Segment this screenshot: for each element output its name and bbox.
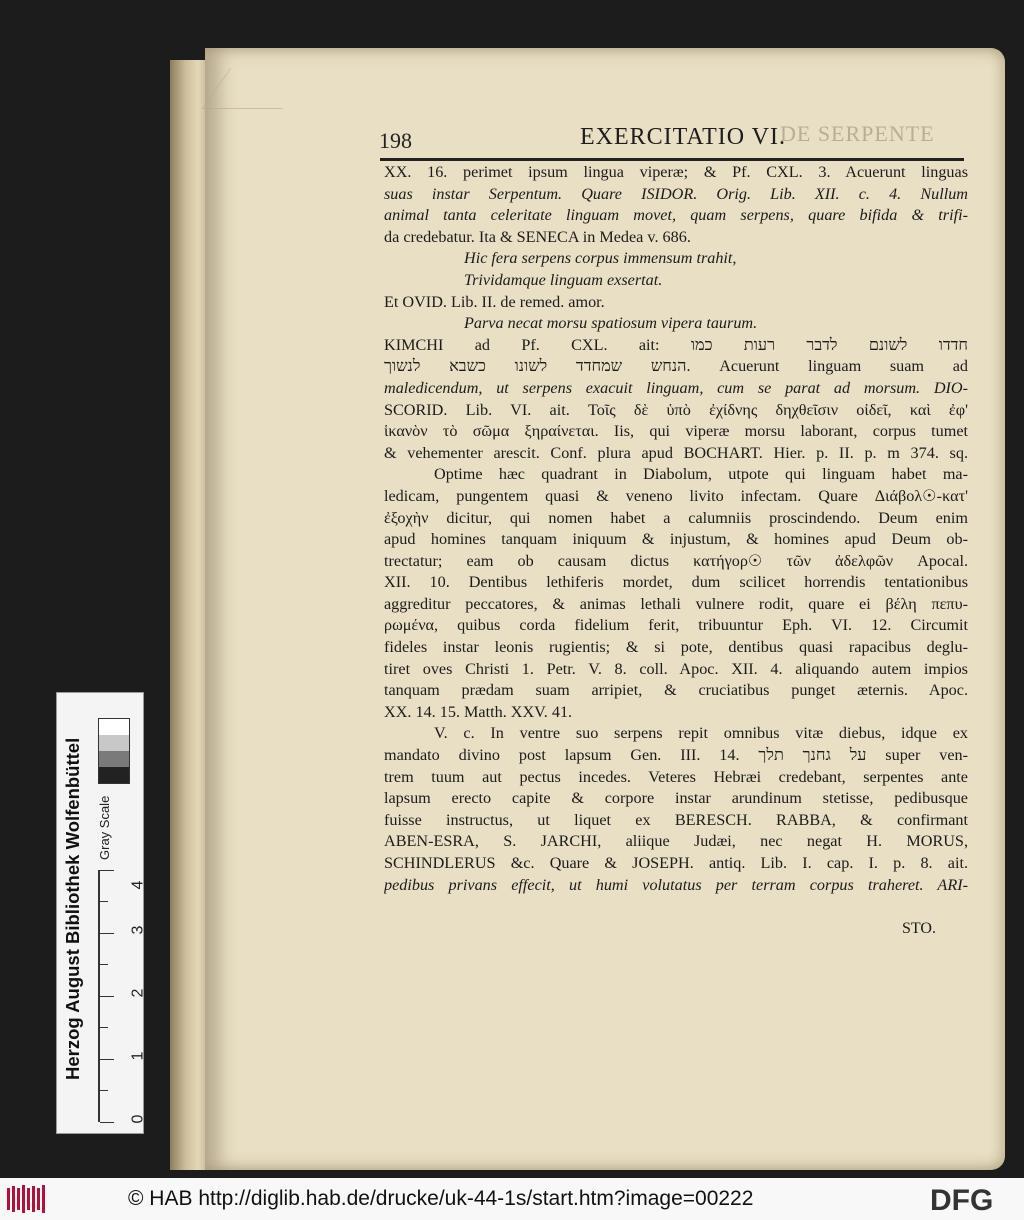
ruler-number: 0	[129, 1114, 147, 1124]
ruler-tick	[100, 964, 108, 965]
text-line: הנחש שמחדד לשונו כשבא לנשוך. Acuerunt linguam suam ad	[384, 357, 968, 376]
gray-scale-label: Gray Scale	[97, 795, 112, 860]
text-line: animal tanta celeritate linguam movet, quam serpens, quare bifida & trifi-	[384, 206, 968, 225]
running-title: EXERCITATIO VI.	[580, 124, 786, 150]
body-text	[384, 162, 968, 896]
dfg-logo-text: DFG	[930, 1184, 994, 1214]
gray-swatches	[98, 718, 130, 784]
text-line: pedibus privans effecit, ut humi volutatus per terram corpus traheret. ARI-	[384, 875, 968, 894]
ruler-tick	[100, 1027, 108, 1028]
ruler-tick	[100, 870, 114, 871]
gray-swatch	[99, 767, 129, 783]
text-line: XX. 14. 15. Matth. XXV. 41.	[384, 702, 573, 721]
ruler-number: 3	[129, 925, 147, 935]
text-line: Optime hæc quadrant in Diabolum, utpote qui linguam habet ma-	[434, 465, 968, 484]
ruler-tick	[100, 996, 114, 997]
catchword: STO.	[902, 920, 936, 937]
verse-line: Parva necat morsu spatiosum vipera taurum.	[464, 314, 758, 333]
text-line: tanquam prædam suam arripiet, & cruciatibus punget æternis. Apoc.	[384, 681, 968, 700]
book-spine-edge	[170, 60, 210, 1170]
text-line: ABEN-ESRA, S. JARCHI, aliique Judæi, nec negat H. MORUS,	[384, 832, 968, 851]
text-line: fideles instar leonis rugientis; & si pote, dentibus quasi rapacibus deglu-	[384, 638, 968, 657]
institution-label: Herzog August Bibliothek Wolfenbüttel	[62, 737, 83, 1080]
text-line: V. c. In ventre suo serpens repit omnibus vitæ diebus, idque ex	[434, 724, 968, 743]
ruler-number: 4	[129, 880, 147, 890]
text-line: ἱκανὸν τὸ σῶμα ξηραίνεται. Iis, qui viperæ morsu laborant, corpus tumet	[384, 422, 968, 441]
verse-line: Trividamque linguam exsertat.	[464, 270, 663, 289]
gray-swatch	[99, 751, 129, 767]
text-line: da credebatur. Ita & SENECA in Medea v. 686.	[384, 227, 691, 246]
text-line: SCORID. Lib. VI. ait. Τοῖς δὲ ὑπὸ ἐχίδνης δηχθεῖσιν οἰδεῖ, καὶ ἐφ'	[384, 400, 968, 419]
text-line: aggreditur peccatores, & animas lethali vulnere rodit, quare ei βέλη πεπυ-	[384, 594, 968, 613]
verse-line: Hic fera serpens corpus immensum trahit,	[464, 249, 737, 268]
ruler-tick	[100, 1122, 114, 1123]
header-rule	[380, 158, 964, 161]
text-line: XX. 16. perimet ipsum lingua viperæ; & Pf. CXL. 3. Acuerunt linguas	[384, 163, 968, 181]
gray-swatch	[99, 719, 129, 735]
page-number: 198	[379, 128, 412, 153]
text-line: Et OVID. Lib. II. de remed. amor.	[384, 292, 605, 311]
ruler-tick	[100, 901, 108, 902]
text-line: ἐξοχὴν dicitur, qui nomen habet a calumniis proscindendo. Deum enim	[384, 508, 968, 527]
ruler-tick	[100, 933, 114, 934]
ruler-number: 2	[129, 988, 147, 998]
text-line: suas instar Serpentum. Quare ISIDOR. Orig. Lib. XII. c. 4. Nullum	[384, 184, 968, 203]
text-line: trem tuum aut pectus incedes. Veteres Hebræi credebant, serpentes ante	[384, 767, 968, 786]
text-line: XII. 10. Dentibus lethiferis mordet, dum scilicet horrendis tentationibus	[384, 573, 968, 592]
ruler-tick	[100, 1059, 114, 1060]
dfg-logo	[930, 1184, 1018, 1219]
copyright-url[interactable]: © HAB http://diglib.hab.de/drucke/uk-44-1s/start.htm?image=00222	[128, 1187, 754, 1210]
text-line: fuisse instructus, ut liquet ex BERESCH. RABBA, & confirmant	[384, 810, 968, 829]
ruler-number: 1	[129, 1051, 147, 1061]
text-line: trectatur; eam ob causam dictus κατήγορ☉ τῶν ἀδελφῶν Apocal.	[384, 551, 968, 570]
text-line: SCHINDLERUS &c. Quare & JOSEPH. antiq. Lib. I. cap. I. p. 8. ait.	[384, 854, 968, 872]
text-line: ledicam, pungentem quasi & veneno livito infectam. Quare Διάβολ☉-κατ'	[384, 486, 968, 505]
text-line: ρωμένα, quibus corda fidelium ferit, tribuuntur Eph. VI. 12. Circumit	[384, 616, 968, 635]
text-line: mandato divino post lapsum Gen. III. 14. על גחנך תלך super ven-	[384, 746, 968, 765]
text-line: tiret oves Christi 1. Petr. V. 8. coll. Apoc. XII. 4. aliquando autem impios	[384, 659, 968, 678]
gray-swatch	[99, 735, 129, 751]
text-line: apud homines tanquam iniquum & injustum, & homines apud Deum ob-	[384, 530, 968, 549]
ruler-tick	[100, 1090, 108, 1091]
text-line: lapsum erecto capite & corpore instar arundinum stetisse, pedibusque	[384, 789, 968, 808]
text-line: & vehementer arescit. Conf. plura apud BOCHART. Hier. p. II. p. m 374. sq.	[384, 443, 968, 462]
hab-logo-icon	[6, 1184, 50, 1219]
text-line: KIMCHI ad Pf. CXL. ait: חדדו לשונם לדבר רעות כמו	[384, 335, 968, 354]
show-through-text: DE SERPENTE	[780, 121, 935, 146]
text-line: maledicendum, ut serpens exacuit linguam, cum se parat ad morsum. DIO-	[384, 378, 968, 397]
